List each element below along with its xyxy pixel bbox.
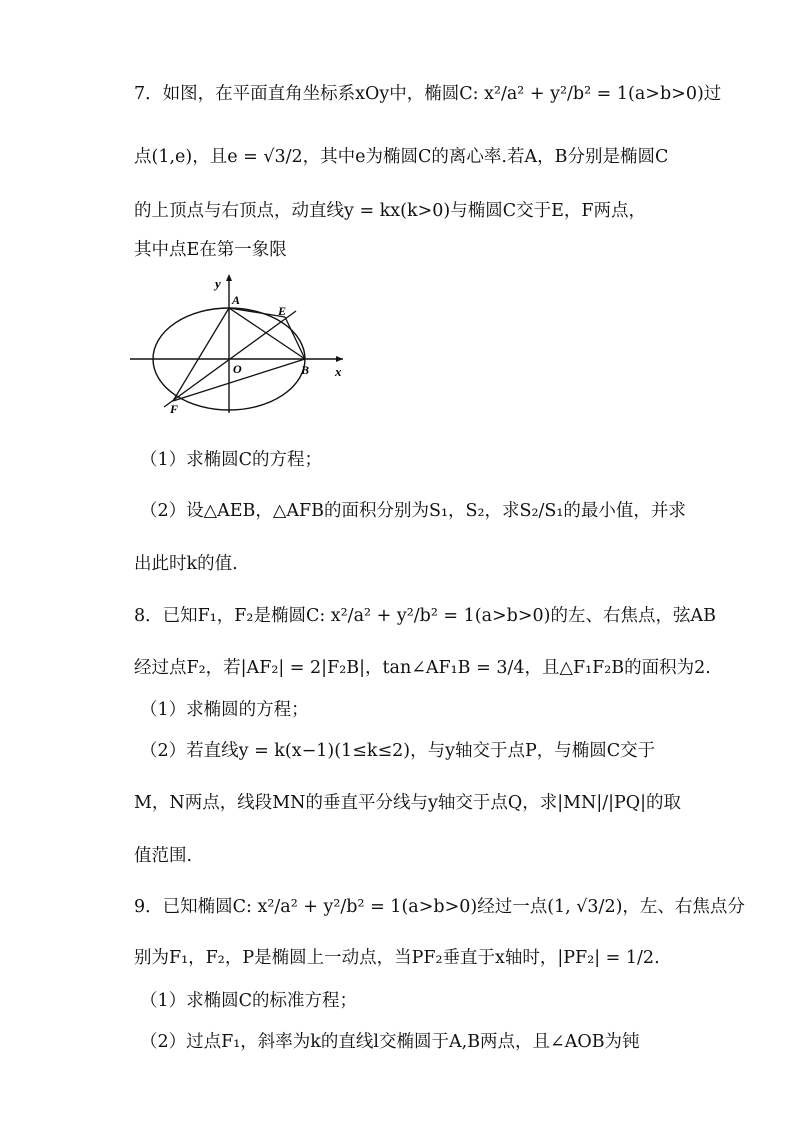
ellipse-figure bbox=[128, 268, 348, 418]
label-B: B bbox=[301, 363, 310, 377]
p8-question1: （1）求椭圆的方程； bbox=[140, 700, 309, 720]
y-axis-arrow bbox=[226, 274, 232, 281]
p7-question1: （1）求椭圆C的方程； bbox=[140, 450, 323, 470]
p9-question1: （1）求椭圆C的标准方程； bbox=[140, 991, 358, 1011]
label-O: O bbox=[233, 362, 242, 376]
label-E: E bbox=[278, 304, 287, 318]
p9-question2: （2）过点F₁，斜率为k的直线l交椭圆于A,B两点，且∠AOB为钝 bbox=[140, 1032, 640, 1052]
label-y: y bbox=[215, 276, 221, 291]
p7-line4: 其中点E在第一象限 bbox=[134, 240, 287, 260]
label-x: x bbox=[335, 364, 342, 379]
p8-line1: 8．已知F₁，F₂是椭圆C: x²/a² + y²/b² = 1(a>b>0)的左、右焦点，弦AB bbox=[134, 606, 717, 626]
p9-line2: 别为F₁，F₂，P是椭圆上一动点，当PF₂垂直于x轴时，|PF₂| = 1/2. bbox=[134, 948, 660, 968]
p7-line3: 的上顶点与右顶点，动直线y = kx(k>0)与椭圆C交于E，F两点， bbox=[134, 201, 647, 221]
p8-line2: 经过点F₂，若|AF₂| = 2|F₂B|，tan∠AF₁B = 3/4，且△F₁F₂B的面积为2. bbox=[134, 658, 711, 678]
line-AE bbox=[229, 308, 285, 317]
p8-question2-cont: M，N两点，线段MN的垂直平分线与y轴交于点Q，求|MN|/|PQ|的取 bbox=[134, 793, 682, 813]
p7-question2-cont: 出此时k的值. bbox=[134, 554, 238, 574]
label-A: A bbox=[232, 293, 241, 307]
label-F: F bbox=[170, 402, 179, 416]
p8-question2: （2）若直线y = k(x−1)(1≤k≤2)，与y轴交于点P，与椭圆C交于 bbox=[140, 741, 656, 761]
line-AF bbox=[173, 308, 229, 401]
p8-question2-end: 值范围. bbox=[134, 846, 193, 866]
p9-line1: 9．已知椭圆C: x²/a² + y²/b² = 1(a>b>0)经过一点(1, √3/2)，左、右焦点分 bbox=[134, 897, 745, 917]
p7-question2: （2）设△AEB，△AFB的面积分别为S₁，S₂，求S₂/S₁的最小值，并求 bbox=[140, 501, 686, 521]
x-axis-arrow bbox=[336, 356, 343, 362]
p7-line1: 7．如图，在平面直角坐标系xOy中，椭圆C: x²/a² + y²/b² = 1(a>b>0)过 bbox=[134, 84, 722, 104]
p7-line2: 点(1,e)，且e = √3/2，其中e为椭圆C的离心率.若A，B分别是椭圆C bbox=[134, 147, 669, 167]
